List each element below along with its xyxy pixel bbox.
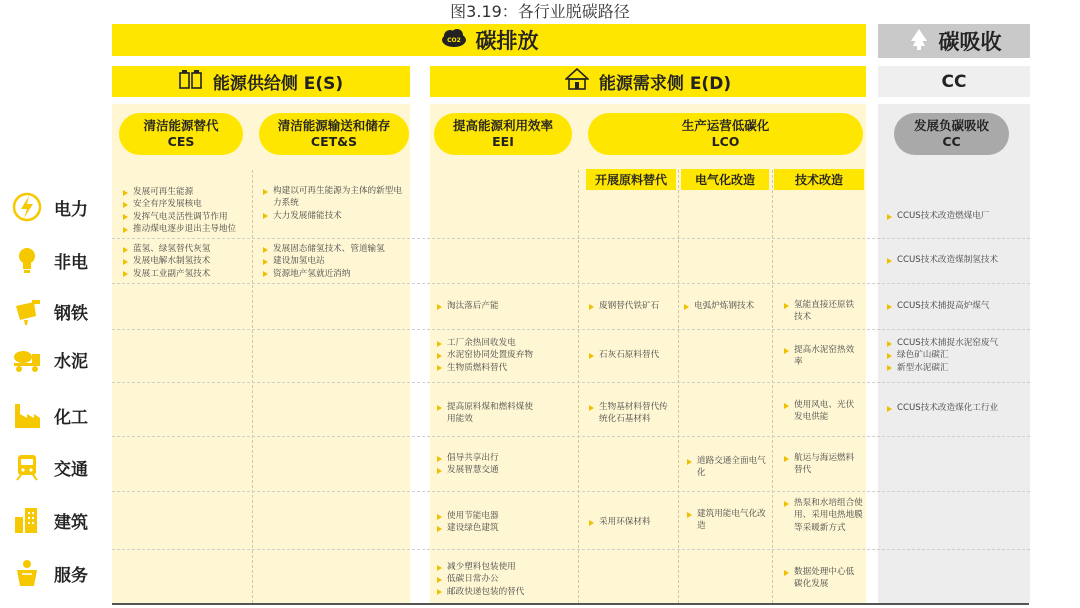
row-divider — [112, 436, 1030, 437]
list-item: CCUS技术改造煤制氢技术 — [886, 254, 1028, 266]
cell-steel-cc — [886, 300, 1028, 312]
column-divider — [578, 170, 579, 603]
eei-pill — [434, 113, 572, 155]
list-item: 蓝氢、绿氢替代灰氢 — [122, 243, 250, 255]
list-item: CCUS技术捕捉水泥窑废气 — [886, 337, 1028, 349]
row-nonpower-label: 非电 — [54, 252, 88, 273]
row-divider — [112, 283, 1030, 284]
row-chemical-label: 化工 — [54, 407, 88, 428]
row-label-building — [12, 503, 88, 537]
cc-header — [878, 66, 1030, 97]
cell-building-elec — [686, 508, 768, 533]
row-divider — [112, 549, 1030, 550]
lco-code: LCO — [711, 134, 740, 149]
cets-code: CET&S — [310, 134, 358, 149]
list-item: 大力发展储能技术 — [262, 210, 407, 222]
building-icon — [12, 505, 42, 535]
row-label-chemical — [12, 398, 88, 432]
cell-building-raw — [588, 516, 676, 528]
cell-steel-raw — [588, 300, 676, 312]
list-item: 使用风电、光伏发电供能 — [783, 399, 861, 424]
cell-transport-tech — [783, 452, 861, 477]
list-item: 减少塑料包装使用 — [436, 561, 576, 573]
supply-zone — [112, 104, 410, 603]
column-divider — [252, 170, 253, 603]
list-item: 使用节能电器 — [436, 510, 576, 522]
list-item: 发展智慧交通 — [436, 464, 576, 476]
cell-cement-raw — [588, 349, 676, 361]
row-label-steel — [12, 294, 88, 328]
list-item: 热泵和水培组合使用、采用电热地膜等采暖新方式 — [783, 497, 863, 534]
row-divider — [112, 329, 1030, 330]
list-item: 构建以可再生能源为主体的新型电力系统 — [262, 185, 407, 210]
cc-code: CC — [942, 134, 961, 149]
cell-transport-eei — [436, 452, 576, 477]
list-item: 邮政快递包装的替代 — [436, 586, 576, 598]
carbon-absorption-header — [878, 24, 1030, 58]
row-label-nonpower — [12, 243, 88, 277]
list-item: 发展电解水制氢技术 — [122, 255, 250, 267]
row-label-transport — [12, 450, 88, 484]
bulb-icon — [12, 245, 42, 275]
list-item: 水泥窑协同处置废弃物 — [436, 349, 576, 361]
page-title: 图3.19：各行业脱碳路径 — [450, 2, 630, 21]
cell-steel-elec — [683, 300, 771, 312]
cell-transport-elec — [686, 455, 768, 480]
carbon-emission-label: 碳排放 — [475, 29, 539, 53]
cell-cement-cc — [886, 337, 1028, 374]
battery-icon — [179, 69, 203, 94]
ces-code: CES — [167, 134, 195, 149]
train-icon — [12, 452, 42, 482]
list-item: 推动煤电逐步退出主导地位 — [122, 223, 250, 235]
cell-service-eei — [436, 561, 576, 598]
cc-header-label: CC — [941, 71, 967, 92]
list-item: 提高原料煤和燃料煤使用能效 — [436, 401, 536, 426]
list-item: 建设绿色建筑 — [436, 522, 576, 534]
list-item: CCUS技术捕捉高炉煤气 — [886, 300, 1028, 312]
list-item: 氢能直接还原铁技术 — [783, 299, 861, 324]
list-item: 发展可再生能源 — [122, 186, 250, 198]
column-divider — [772, 170, 773, 603]
house-icon — [565, 68, 589, 95]
row-label-power — [12, 190, 88, 224]
list-item: 采用环保材料 — [588, 516, 676, 528]
list-item: 淘汰落后产能 — [436, 300, 576, 312]
cell-building-tech — [783, 497, 863, 534]
subheader-raw-material: 开展原料替代 — [586, 169, 676, 190]
cets-pill — [259, 113, 409, 155]
row-divider — [112, 491, 1030, 492]
cell-steel-tech — [783, 299, 861, 324]
list-item: 航运与海运燃料替代 — [783, 452, 861, 477]
row-divider — [112, 382, 1030, 383]
basket-icon — [12, 558, 42, 588]
list-item: 电弧炉炼钢技术 — [683, 300, 771, 312]
row-power-label: 电力 — [54, 199, 88, 220]
list-item: CCUS技术改造燃煤电厂 — [886, 210, 1028, 222]
cell-cement-tech — [783, 344, 861, 369]
eei-code: EEI — [492, 134, 514, 149]
row-label-cement — [12, 342, 88, 376]
list-item: 发展固态储氢技术、管道输氢 — [262, 243, 407, 255]
cets-title: 清洁能源输送和储存 — [277, 118, 391, 133]
cc-title: 发展负碳吸收 — [913, 118, 989, 133]
list-item: 建筑用能电气化改造 — [686, 508, 768, 533]
list-item: 低碳日常办公 — [436, 573, 576, 585]
lco-title: 生产运营低碳化 — [681, 118, 770, 133]
list-item: 新型水泥碳汇 — [886, 362, 1028, 374]
demand-side-header — [430, 66, 866, 97]
cell-power-ces — [122, 186, 250, 236]
supply-side-header — [112, 66, 410, 97]
row-steel-label: 钢铁 — [54, 303, 88, 324]
list-item: CCUS技术改造煤化工行业 — [886, 402, 1028, 414]
cell-power-cets — [262, 185, 407, 222]
row-service-label: 服务 — [54, 565, 88, 586]
demand-side-label: 能源需求侧 E(D) — [598, 74, 732, 94]
list-item: 建设加氢电站 — [262, 255, 407, 267]
ladle-icon — [12, 296, 42, 326]
column-divider — [678, 170, 679, 603]
subheader-electrification: 电气化改造 — [681, 169, 769, 190]
list-item: 倡导共享出行 — [436, 452, 576, 464]
list-item: 绿色矿山碳汇 — [886, 349, 1028, 361]
eei-title: 提高能源利用效率 — [452, 118, 553, 133]
cc-pill — [894, 113, 1009, 155]
list-item: 石灰石原料替代 — [588, 349, 676, 361]
cell-chemical-eei — [436, 401, 536, 426]
row-transport-label: 交通 — [54, 459, 88, 480]
factory-icon — [12, 400, 42, 430]
list-item: 废钢替代铁矿石 — [588, 300, 676, 312]
cell-nonpower-cc — [886, 254, 1028, 266]
list-item: 资源地产氢就近消纳 — [262, 268, 407, 280]
cell-steel-eei — [436, 300, 576, 312]
lightning-icon — [12, 192, 42, 222]
ces-pill — [119, 113, 243, 155]
list-item: 工厂余热回收发电 — [436, 337, 576, 349]
ces-title: 清洁能源替代 — [143, 118, 219, 133]
list-item: 提高水泥窑热效率 — [783, 344, 861, 369]
tree-icon — [907, 27, 931, 56]
svg-text:CO2: CO2 — [446, 36, 461, 44]
cell-chemical-cc — [886, 402, 1028, 414]
cell-chemical-tech — [783, 399, 861, 424]
row-cement-label: 水泥 — [54, 351, 88, 372]
mixer-truck-icon — [12, 344, 42, 374]
carbon-absorption-label: 碳吸收 — [938, 30, 1002, 54]
subheader-tech-upgrade: 技术改造 — [774, 169, 864, 190]
cell-power-cc — [886, 210, 1028, 222]
cell-service-tech — [783, 566, 861, 591]
supply-side-label: 能源供给侧 E(S) — [212, 74, 344, 94]
list-item: 发展工业副产氢技术 — [122, 268, 250, 280]
list-item: 生物质燃料替代 — [436, 362, 576, 374]
cell-chemical-raw — [588, 401, 672, 426]
row-divider — [112, 238, 1030, 239]
list-item: 数据处理中心低碳化发展 — [783, 566, 861, 591]
cell-nonpower-ces — [122, 243, 250, 280]
cell-building-eei — [436, 510, 576, 535]
bottom-rule — [112, 603, 1029, 605]
row-building-label: 建筑 — [54, 512, 88, 533]
row-label-service — [12, 556, 88, 590]
list-item: 道路交通全面电气化 — [686, 455, 768, 480]
cell-cement-eei — [436, 337, 576, 374]
cell-nonpower-cets — [262, 243, 407, 280]
carbon-emission-header — [112, 24, 866, 56]
list-item: 生物基材料替代传统化石基材料 — [588, 401, 672, 426]
lco-pill — [588, 113, 863, 155]
list-item: 安全有序发展核电 — [122, 198, 250, 210]
list-item: 发挥气电灵活性调节作用 — [122, 211, 250, 223]
co2-cloud-icon — [440, 28, 468, 53]
